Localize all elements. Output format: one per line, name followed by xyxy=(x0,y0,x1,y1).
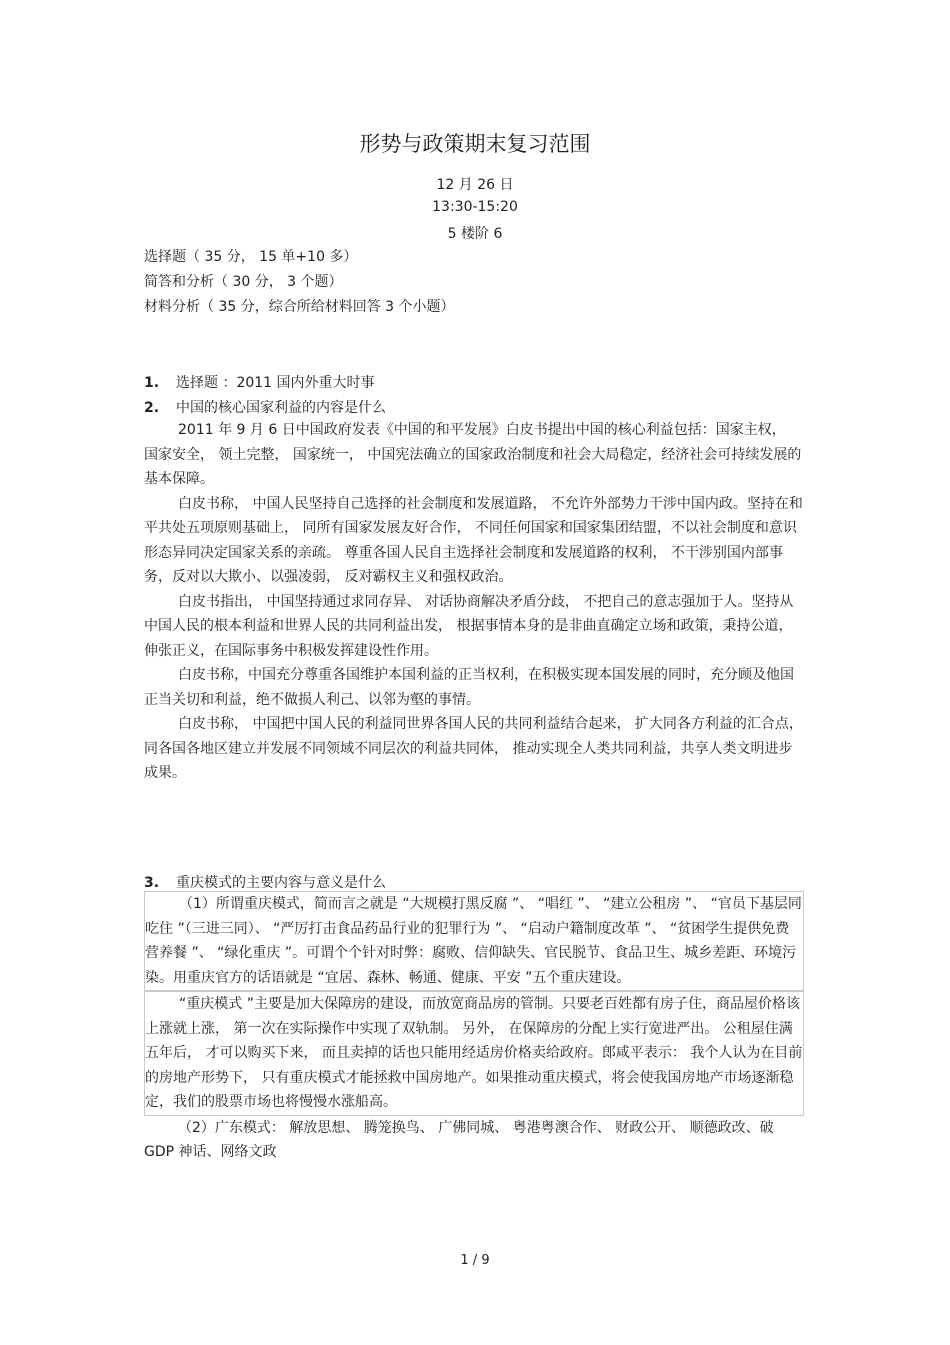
format-short-answer: 简答和分析（ 30 分， 3 个题） xyxy=(144,274,343,290)
format-choice: 选择题（ 35 分， 15 单+10 多） xyxy=(144,249,358,265)
question-number: 1. xyxy=(144,375,160,391)
paragraph: 白皮书指出， 中国坚持通过求同存异、 对话协商解决矛盾分歧， 不把自己的意志强加于人。坚持从中国人民的根本利益和世界人民的共同利益出发， 根据事情本身的是非曲直确定立场和政策，秉持公道，伸张正义，在国际事务中积极发挥建设性作用。 xyxy=(144,593,794,659)
question-text: 重庆模式的主要内容与意义是什么 xyxy=(176,875,386,891)
page-indicator: 1 / 9 xyxy=(460,1253,490,1268)
paragraph: 白皮书称， 中国人民坚持自己选择的社会制度和发展道路， 不允许外部势力干涉中国内政。坚持在和平共处五项原则基础上， 同所有国家发展友好合作， 不同任何国家和国家集团结盟，不以社会制度和意识形态异同决定国家关系的亲疏。 尊重各国人民自主选择社会制度和发展道路的权利， 不干涉别国内部事务，反对以大欺小、以强凌弱， 反对霸权主义和强权政治。 xyxy=(144,495,803,585)
question-number: 2. xyxy=(144,400,160,416)
question-2 xyxy=(144,397,386,417)
paragraph: 2011 年 9 月 6 日中国政府发表《中国的和平发展》白皮书提出中国的核心利益包括：国家主权， 国家安全， 领土完整， 国家统一， 中国宪法确立的国家政治制度和社会大局稳定，经济社会可持续发展的基本保障。 xyxy=(144,422,802,487)
paragraph-guangdong-model: （2）广东模式： 解放思想、 腾笼换鸟、 广佛同城、 粤港粤澳合作、 财政公开、 顺德政改、破 GDP 神话、网络文政 xyxy=(144,1119,774,1160)
answer-2-body xyxy=(144,418,804,786)
paragraph: 白皮书称， 中国把中国人民的利益同世界各国人民的共同利益结合起来， 扩大同各方利益的汇合点， 同各国各地区建立并发展不同领域不同层次的利益共同体， 推动实现全人类共同利益，共享人类文明进步成果。 xyxy=(144,716,803,781)
question-1 xyxy=(144,372,375,392)
page-title: 形势与政策期末复习范围 xyxy=(359,132,591,156)
question-text: 中国的核心国家利益的内容是什么 xyxy=(176,400,386,416)
exam-date: 12 月 26 日 xyxy=(436,177,514,193)
exam-time: 13:30-15:20 xyxy=(432,199,518,215)
paragraph-chongqing-housing: “重庆模式 ”主要是加大保障房的建设，而放宽商品房的管制。只要老百姓都有房子住，商品屋价格该上涨就上涨， 第一次在实际操作中实现了双轨制。 另外， 在保障房的分配上实行宽进严出。 公租屋住满五年后， 才可以购买下来， 而且卖掉的话也只能用经适房价格卖给政府。郎咸平表示： 我个人认为在目前的房地产形势下， 只有重庆模式才能拯救中国房地产。如果推动重庆模式，将会使我国房地产市场逐渐稳定，我们的股票市场也将慢慢水涨船高。 xyxy=(144,991,804,1116)
paragraph: 白皮书称，中国充分尊重各国维护本国利益的正当权利，在积极实现本国发展的同时，充分顾及他国正当关切和利益，绝不做损人利己、以邻为壑的事情。 xyxy=(144,667,794,708)
exam-location: 5 楼阶 6 xyxy=(447,226,503,242)
paragraph-chongqing-model: （1）所谓重庆模式，简而言之就是 “大规模打黑反腐 ”、 “唱红 ”、 “建立公租房 ”、 “官员下基层同吃住 ”（三进三同）、 “严厉打击食品药品行业的犯罪行为 ”、 “启动户籍制度改革 ”、 “贫困学生提供免费营养餐 ”、 “绿化重庆 ”。可谓个个针对时弊：腐败、信仰缺失、官民脱节、食品卫生、城乡差距、环境污染。用重庆官方的话语就是 “宜居、森林、畅通、健康、平安 ”五个重庆建设。 xyxy=(144,891,804,991)
question-text: 选择题 ：2011 国内外重大时事 xyxy=(176,375,375,391)
answer-3-body xyxy=(144,891,804,1165)
question-3 xyxy=(144,872,386,892)
question-number: 3. xyxy=(144,875,160,891)
format-material-analysis: 材料分析（ 35 分，综合所给材料回答 3 个小题） xyxy=(144,299,455,315)
